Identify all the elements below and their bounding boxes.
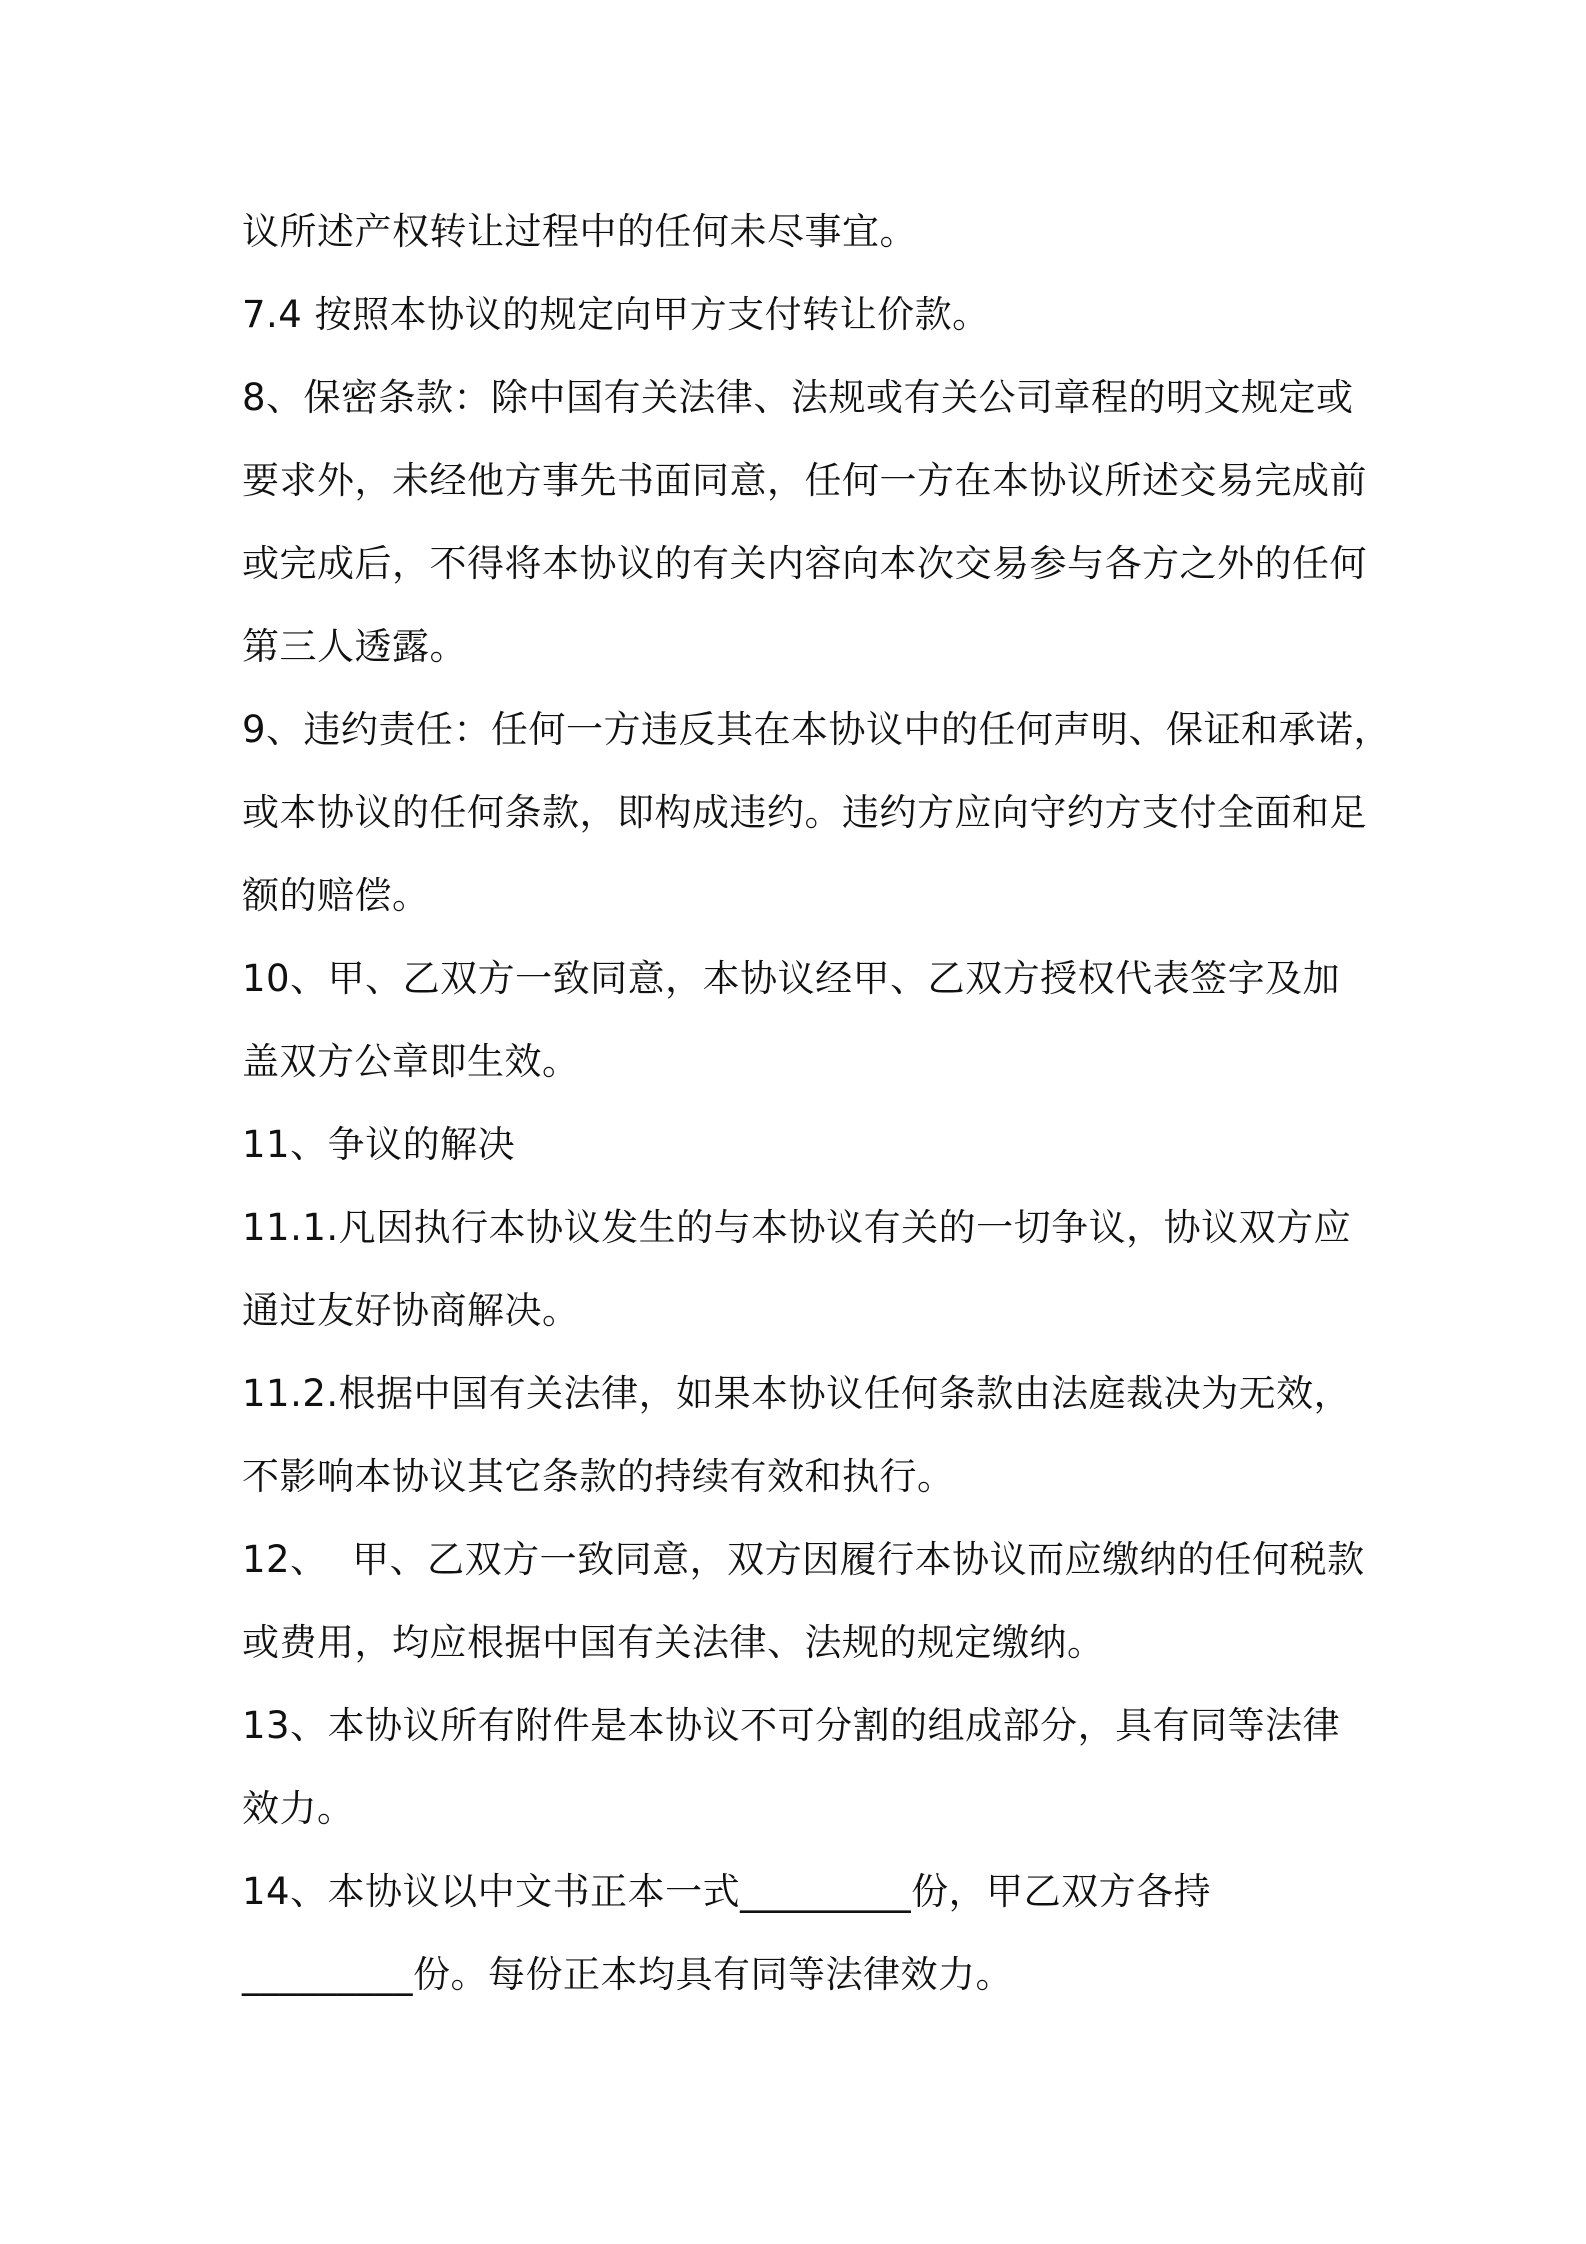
text-line: 11.2.根据中国有关法律，如果本协议任何条款由法庭裁决为无效， <box>242 1372 1352 1415</box>
text-line: 或费用，均应根据中国有关法律、法规的规定缴纳。 <box>242 1621 1105 1664</box>
text-line: 通过友好协商解决。 <box>242 1289 580 1332</box>
text-line: 第三人透露。 <box>242 625 467 668</box>
text-line: 要求外，未经他方事先书面同意，任何一方在本协议所述交易完成前 <box>242 459 1367 502</box>
text-line: 13、本协议所有附件是本协议不可分割的组成部分，具有同等法律 <box>242 1704 1341 1747</box>
text-line: 14、本协议以中文书正本一式_________份，甲乙双方各持 <box>242 1870 1212 1913</box>
text-line: _________份。每份正本均具有同等法律效力。 <box>242 1953 1013 1996</box>
text-line: 7.4 按照本协议的规定向甲方支付转让价款。 <box>242 293 990 336</box>
text-line: 额的赔偿。 <box>242 874 430 917</box>
text-line: 盖双方公章即生效。 <box>242 1040 580 1083</box>
text-line: 效力。 <box>242 1787 355 1830</box>
text-line: 或完成后，不得将本协议的有关内容向本次交易参与各方之外的任何 <box>242 542 1367 585</box>
text-line: 8、保密条款：除中国有关法律、法规或有关公司章程的明文规定或 <box>242 376 1354 419</box>
text-line: 12、 甲、乙双方一致同意，双方因履行本协议而应缴纳的任何税款 <box>242 1538 1365 1581</box>
text-line: 不影响本协议其它条款的持续有效和执行。 <box>242 1455 955 1498</box>
text-line: 议所述产权转让过程中的任何未尽事宜。 <box>242 210 917 253</box>
document-body <box>242 190 1402 2016</box>
text-line: 11.1.凡因执行本协议发生的与本协议有关的一切争议，协议双方应 <box>242 1206 1352 1249</box>
text-line: 或本协议的任何条款，即构成违约。违约方应向守约方支付全面和足 <box>242 791 1367 834</box>
text-line: 9、违约责任：任何一方违反其在本协议中的任何声明、保证和承诺， <box>242 708 1392 751</box>
text-line: 11、争议的解决 <box>242 1123 516 1166</box>
text-line: 10、甲、乙双方一致同意，本协议经甲、乙双方授权代表签字及加 <box>242 957 1341 1000</box>
